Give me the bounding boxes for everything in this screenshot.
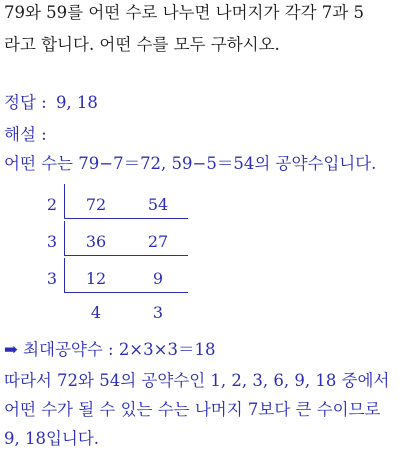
divisor-1: 2 — [46, 195, 58, 214]
division-bar-v-1 — [64, 184, 65, 218]
conclusion-line-3: 9, 18입니다. — [4, 429, 100, 448]
division-bar-v-3 — [64, 258, 65, 292]
question-line-1: 79와 59를 어떤 수로 나누면 나머지가 각각 7과 5 — [4, 3, 364, 22]
dividend-b-3: 9 — [152, 269, 164, 288]
divisor-3: 3 — [46, 269, 58, 288]
conclusion-line-1: 따라서 72와 54의 공약수인 1, 2, 3, 6, 9, 18 중에서 — [4, 371, 390, 390]
division-bar-h-1 — [64, 218, 188, 219]
divisor-2: 3 — [46, 232, 58, 251]
quotient-b: 3 — [152, 303, 164, 322]
answer-label: 정답 : — [4, 93, 47, 112]
question-line-2: 라고 합니다. 어떤 수를 모두 구하시오. — [4, 35, 280, 54]
division-bar-h-2 — [64, 255, 188, 256]
gcd-line: ➡ 최대공약수 : 2×3×3＝18 — [4, 340, 216, 359]
answer-value: 9, 18 — [55, 93, 98, 112]
answer-line — [4, 92, 98, 114]
division-bar-v-2 — [64, 221, 65, 255]
division-bar-h-3 — [64, 292, 188, 293]
explanation-label: 해설 : — [4, 125, 47, 144]
dividend-a-1: 72 — [85, 195, 107, 214]
quotient-a: 4 — [90, 303, 102, 322]
explanation-intro: 어떤 수는 79−7＝72, 59−5＝54의 공약수입니다. — [4, 154, 377, 173]
conclusion-line-2: 어떤 수가 될 수 있는 수는 나머지 7보다 큰 수이므로 — [4, 400, 381, 419]
dividend-b-2: 27 — [147, 232, 169, 251]
dividend-a-3: 12 — [85, 269, 107, 288]
dividend-a-2: 36 — [85, 232, 107, 251]
dividend-b-1: 54 — [147, 195, 169, 214]
